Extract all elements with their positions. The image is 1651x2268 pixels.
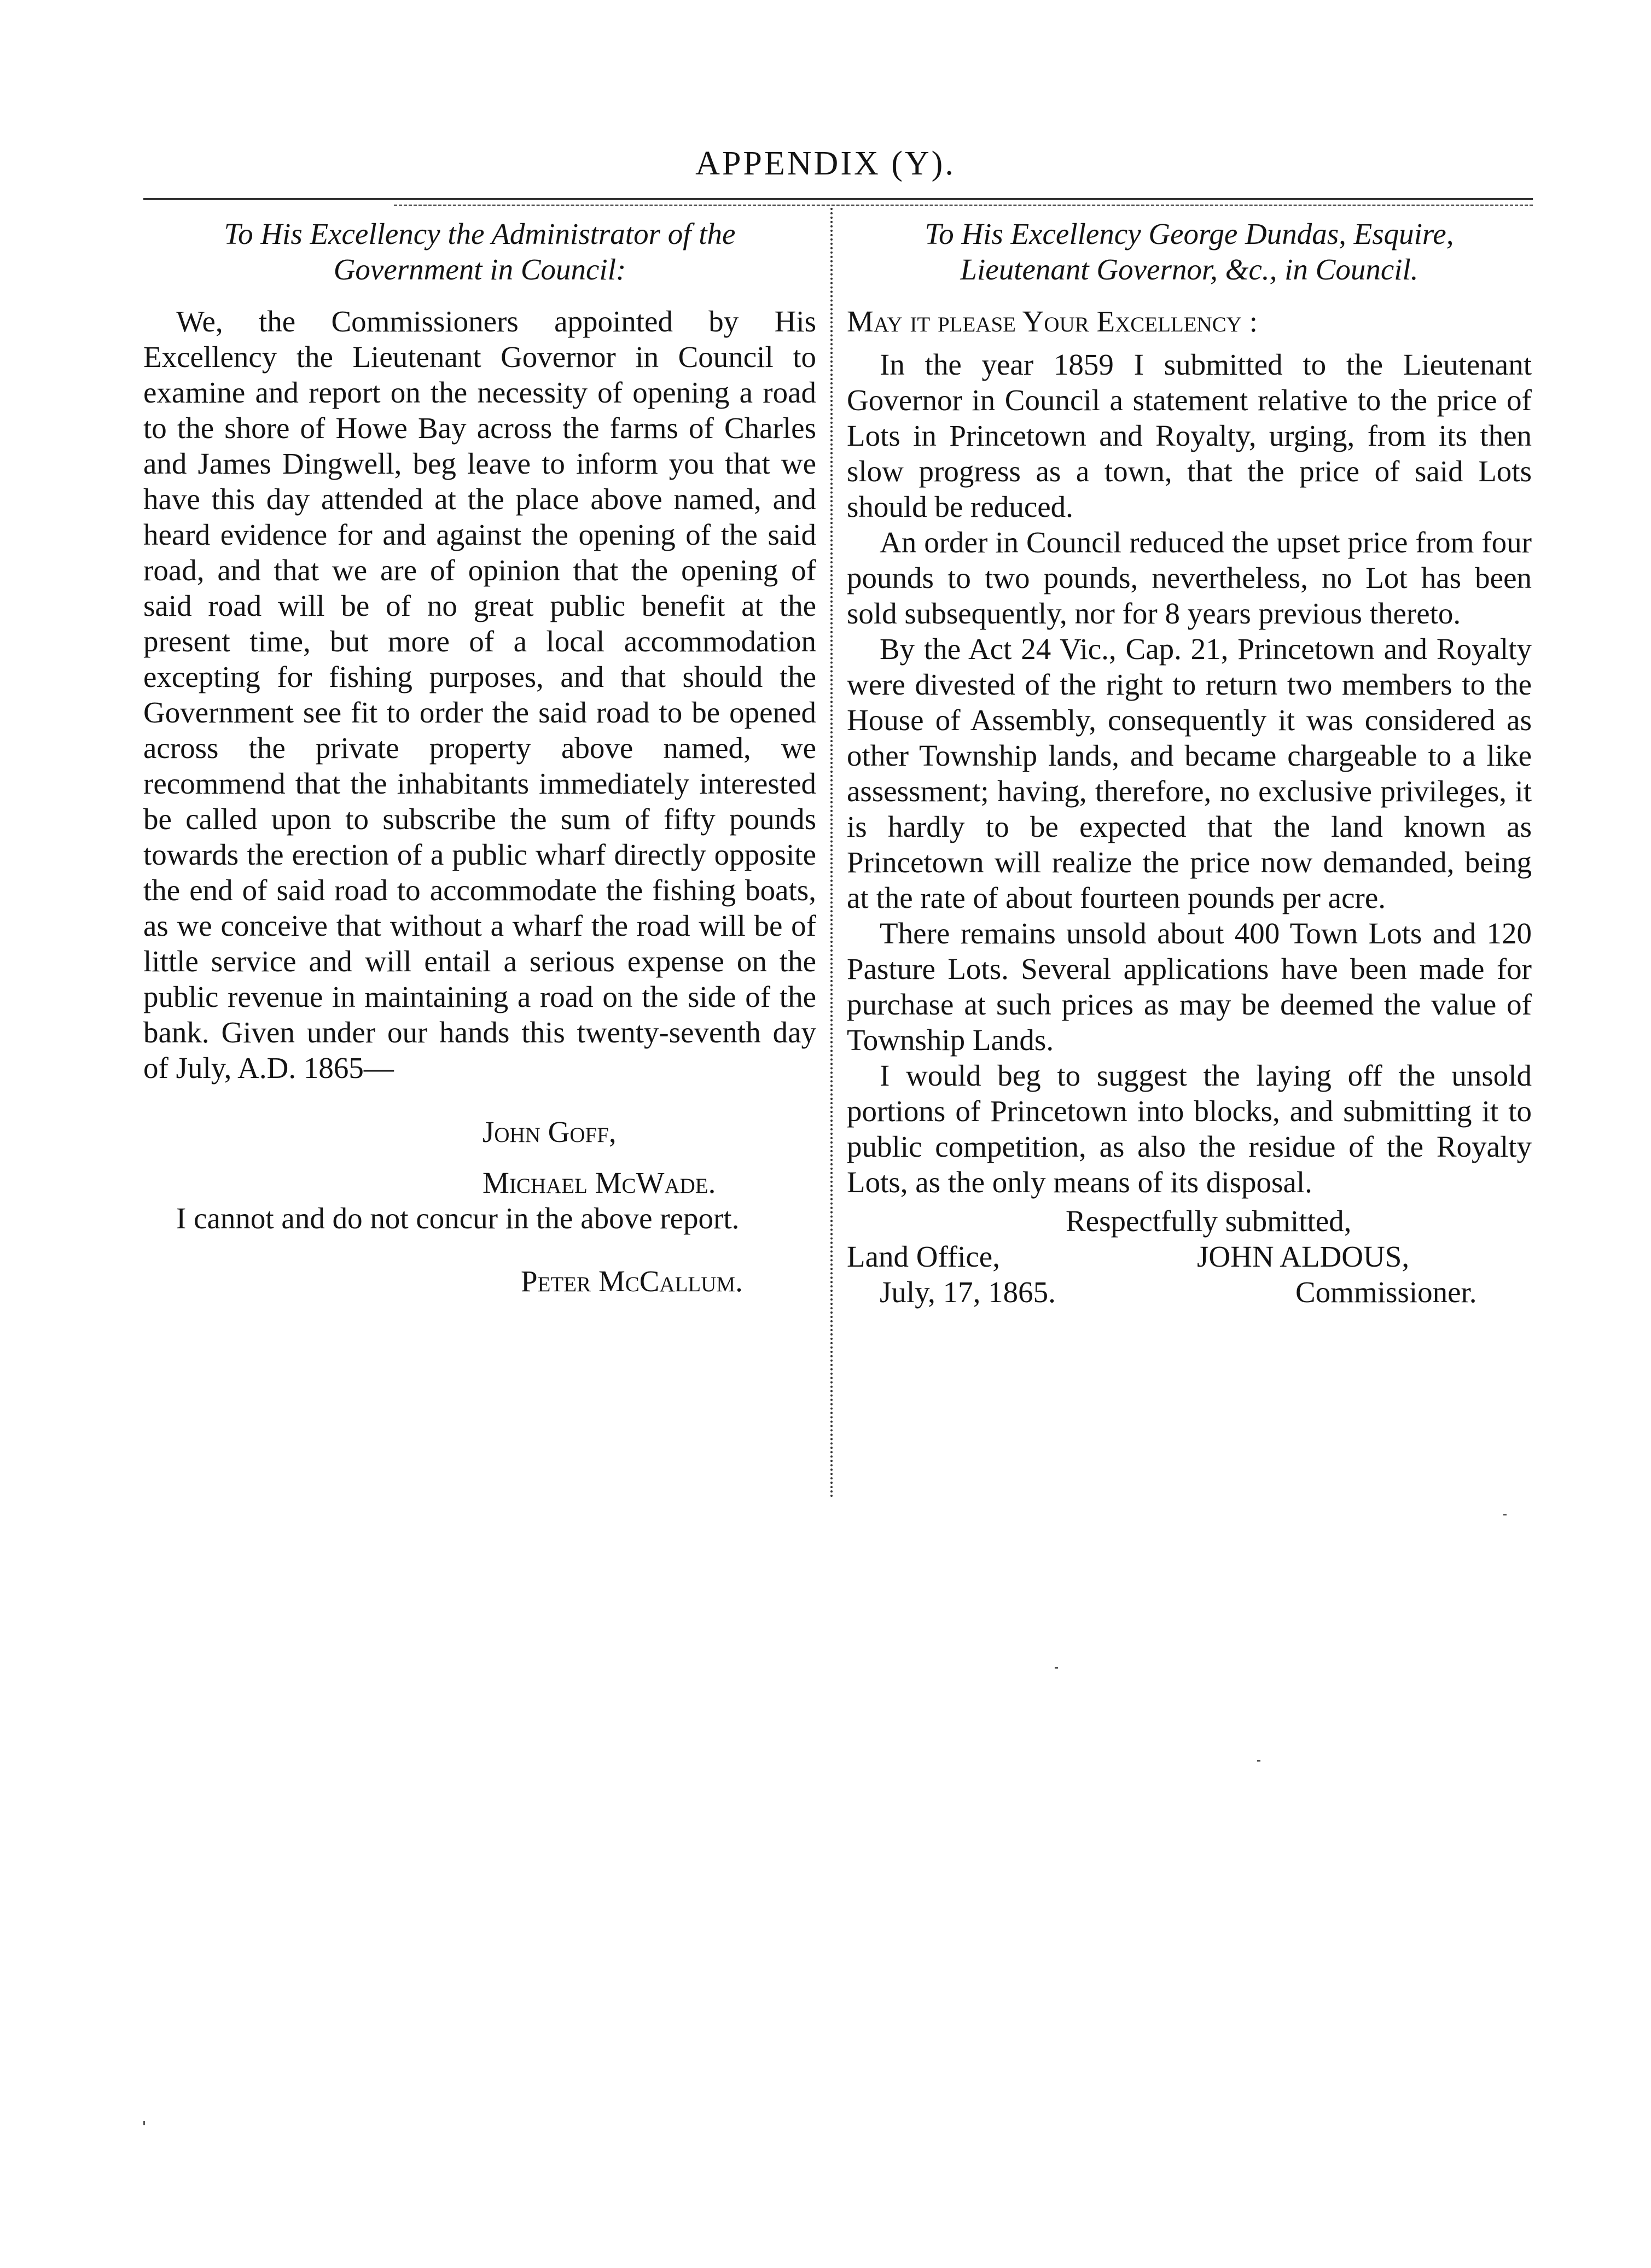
left-address-line-2: Government in Council: (333, 253, 626, 286)
letter-paragraph-2: An order in Council reduced the upset price from four pounds to two pounds, nevertheless, no Lot has been sold subsequently, nor for 8 years previous thereto. (847, 526, 1532, 630)
signatory-name: JOHN ALDOUS, (1197, 1240, 1410, 1273)
right-address-line-1: To His Excellency George Dundas, Esquire, (925, 217, 1454, 250)
signature-row-1 (847, 1239, 1532, 1274)
scan-speck (1257, 1760, 1260, 1762)
left-column (143, 216, 816, 1299)
signatory-title: Commissioner. (1295, 1275, 1477, 1309)
commissioners-report-paragraph: We, the Commissioners appointed by His Excellency the Lieutenant Governor in Council to examine and report on the necessity of opening a road to the shore of Howe Bay across the farms of Charles and James Dingwell, beg leave to inform you that we have this day attended at the place above named, and heard evidence for and against the opening of the said road, and that we are of opinion that the opening of said road will be of no great public benefit at the present time, but more of a local accommodation excepting for fishing purposes, and that should the Government see fit to order the said road to be opened across the private property above named, we recommend that the inhabitants immediately interested be called upon to subscribe the sum of fifty pounds towards the erection of a public wharf directly opposite the end of said road to accommodate the fishing boats, as we conceive that without a wharf the road will be of little service and will entail a serious expense on the public revenue in maintaining a road on the side of the bank. Given under our hands this twenty-seventh day of July, A.D. 1865— (143, 305, 816, 1085)
signature-john-goff: John Goff, (482, 1115, 617, 1148)
signature-peter-mccallum: Peter McCallum. (521, 1264, 743, 1298)
scan-speck (143, 2121, 145, 2125)
letter-date: July, 17, 1865. (880, 1275, 1056, 1309)
salutation: May it please Your Excellency : (847, 305, 1258, 338)
header-rule-dashed (394, 205, 1533, 206)
right-address (847, 216, 1532, 287)
closing-line: Respectfully submitted, (1066, 1204, 1352, 1238)
right-column (847, 216, 1532, 1310)
scan-speck (1055, 1667, 1058, 1669)
scan-speck (1503, 1514, 1507, 1515)
left-address-line-1: To His Excellency the Administrator of the (224, 217, 736, 250)
page-title: APPENDIX (Y). (695, 145, 956, 182)
dissent-statement: I cannot and do not concur in the above report. (176, 1202, 740, 1235)
left-address (143, 216, 816, 287)
signature-row-2 (847, 1274, 1532, 1310)
signature-michael-mcwade: Michael McWade. (482, 1166, 716, 1199)
letter-paragraph-1: In the year 1859 I submitted to the Lieutenant Governor in Council a statement relative to the price of Lots in Princetown and Royalty, urging, from its then slow progress as a town, that the price of said Lots should be reduced. (847, 348, 1532, 523)
header-rule (143, 198, 1533, 200)
letter-paragraph-5: I would beg to suggest the laying off the unsold portions of Princetown into blocks, and submitting it to public competition, as also the residue of the Royalty Lots, as the only means of its disposal. (847, 1059, 1532, 1199)
column-divider (830, 208, 833, 1499)
letter-paragraph-4: There remains unsold about 400 Town Lots and 120 Pasture Lots. Several applications have been made for purchase at such prices as may be deemed the value of Township Lands. (847, 917, 1532, 1057)
letter-paragraph-3: By the Act 24 Vic., Cap. 21, Princetown and Royalty were divested of the right to return two members to the House of Assembly, consequently it was considered as other Township lands, and became chargeable to a like assessment; having, therefore, no exclusive privileges, it is hardly to be expected that the land known as Princetown will realize the price now demanded, being at the rate of about fourteen pounds per acre. (847, 632, 1532, 914)
right-address-line-2: Lieutenant Governor, &c., in Council. (960, 253, 1419, 286)
office-label: Land Office, (847, 1240, 1000, 1273)
